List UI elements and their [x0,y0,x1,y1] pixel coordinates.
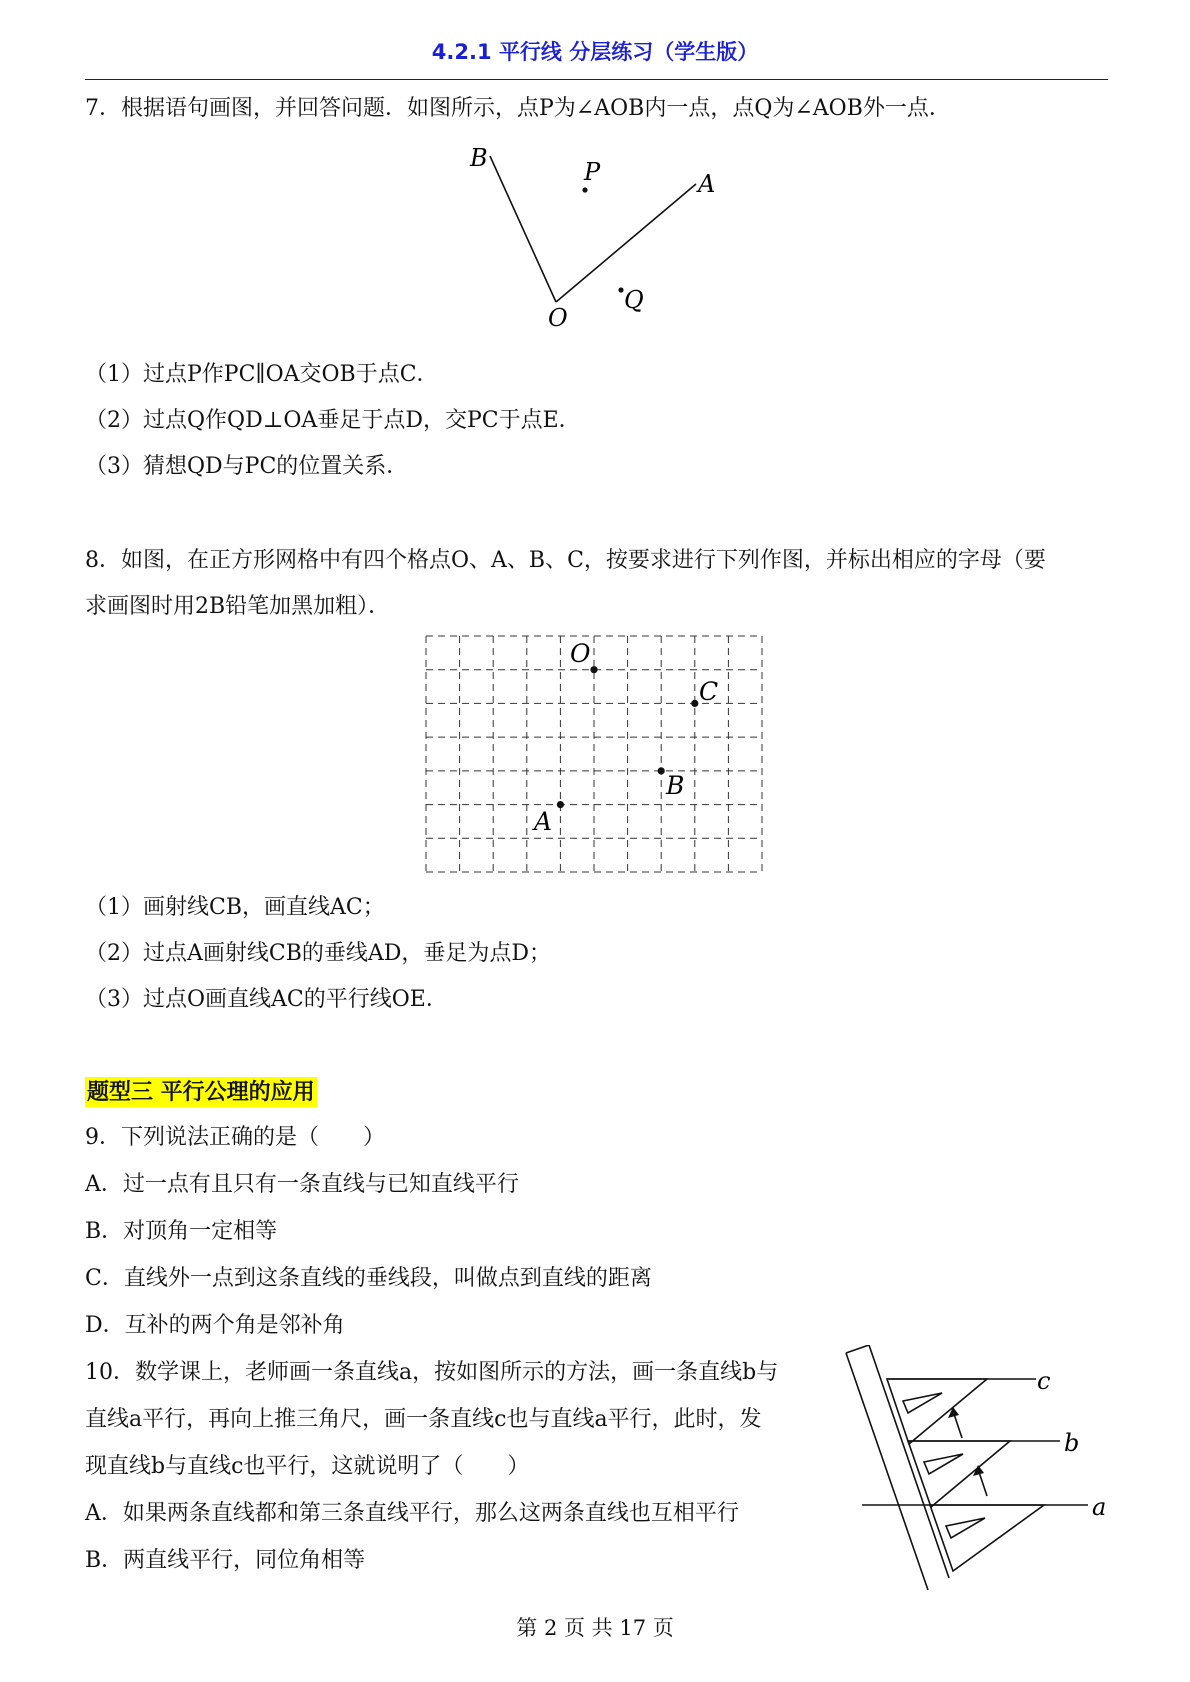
q9-option-c: C．直线外一点到这条直线的垂线段，叫做点到直线的距离 [85,1266,652,1291]
page-header-title: 4.2.1 平行线 分层练习（学生版） [431,40,759,64]
q10-triangle-ruler-figure [840,1345,1125,1595]
ray-oa [556,184,696,302]
arrow-head-upper [948,1407,959,1418]
q10-stem-line-2: 直线a平行，再向上推三角尺，画一条直线c也与直线a平行，此时，发 [85,1407,762,1432]
q7-figure-angle-aob [460,140,720,340]
label-p: P [584,158,601,186]
q10-option-a: A．如果两条直线都和第三条直线平行，那么这两条直线也互相平行 [85,1501,739,1526]
set-square-top-hole [903,1393,942,1413]
set-square-middle [908,1441,1010,1507]
point-p [582,187,587,192]
q8-stem-line-2: 求画图时用2B铅笔加黑加粗）． [85,594,391,619]
q7-part-2: （2）过点Q作QD⊥OA垂足于点D，交PC于点E． [85,408,581,433]
point-o [590,666,597,673]
point-q [618,287,623,292]
label-a: A [698,170,716,198]
label-b: b [1064,1429,1080,1457]
set-square-bottom-hole [946,1518,985,1538]
label-o: O [548,304,568,332]
set-square-top [887,1379,987,1444]
point-a [557,801,564,808]
q7-part-3: （3）猜想QD与PC的位置关系． [85,454,409,479]
q7-part-1: （1）过点P作PC∥OA交OB于点C． [85,362,439,387]
ruler-edge-outer [846,1353,928,1590]
q9-stem: 9．下列说法正确的是（ ） [85,1125,385,1150]
q8-part-1: （1）画射线CB，画直线AC； [85,895,385,920]
q10-stem-line-1: 10．数学课上，老师画一条直线a，按如图所示的方法，画一条直线b与 [85,1360,779,1385]
label-q: Q [624,286,644,314]
q8-part-2: （2）过点A画射线CB的垂线AD，垂足为点D； [85,941,552,966]
q9-option-d: D．互补的两个角是邻补角 [85,1313,345,1338]
section-3-heading [85,1077,317,1108]
section-3-title: 题型三 平行公理的应用 [87,1079,315,1105]
q10-option-b: B．两直线平行，同位角相等 [85,1548,366,1573]
ruler-edge-inner [869,1345,949,1578]
q7-stem: 7．根据语句画图，并回答问题．如图所示，点P为∠AOB内一点，点Q为∠AOB外一点． [85,96,951,121]
q8-stem-line-1: 8．如图，在正方形网格中有四个格点O、A、B、C，按要求进行下列作图，并标出相应的字母（要 [85,548,1046,573]
point-b [658,767,665,774]
q9-option-b: B．对顶角一定相等 [85,1219,278,1244]
q10-stem-line-3: 现直线b与直线c也平行，这就说明了（ ） [85,1454,530,1479]
label-c: C [699,677,719,706]
header-rule [85,79,1108,80]
label-a: a [1092,1493,1107,1521]
set-square-bottom [930,1505,1044,1571]
q9-option-a: A．过一点有且只有一条直线与已知直线平行 [85,1172,519,1197]
label-o: O [570,639,591,668]
ruler-end [846,1345,869,1353]
label-b: B [666,771,685,800]
label-c: c [1037,1367,1051,1395]
label-a: A [534,807,553,836]
q8-grid-figure [420,632,772,878]
ray-ob [490,156,556,302]
q8-part-3: （3）过点O画直线AC的平行线OE． [85,987,448,1012]
set-square-middle-hole [924,1454,963,1474]
page-footer: 第 2 页 共 17 页 [516,1616,674,1640]
point-c [691,700,698,707]
label-b: B [470,144,488,172]
